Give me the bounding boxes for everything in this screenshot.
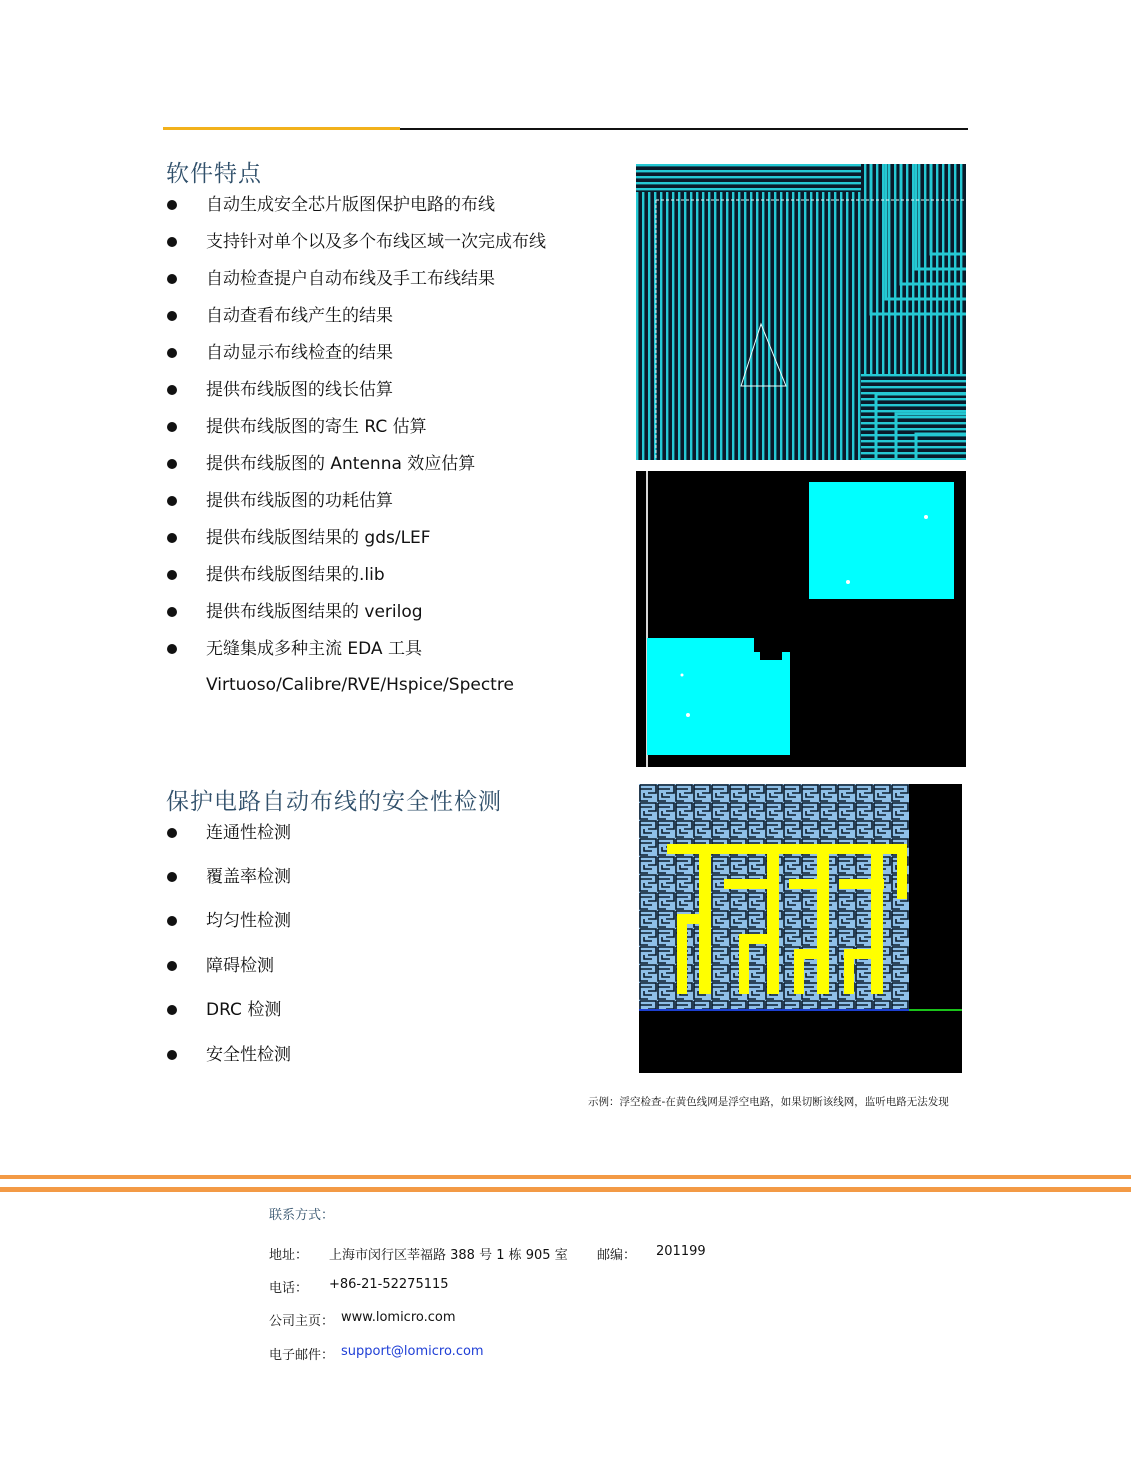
figure-caption: 示例：浮空检查-在黄色线网是浮空电路，如果切断该线网，监听电路无法发现 bbox=[588, 1096, 949, 1108]
phone-label: 电话： bbox=[269, 1281, 309, 1296]
phone-value: +86-21-52275115 bbox=[329, 1277, 449, 1292]
section-title-security: 保护电路自动布线的安全性检测 bbox=[166, 789, 502, 815]
bullet-icon bbox=[167, 828, 177, 838]
address-label: 地址： bbox=[269, 1248, 309, 1263]
bullet-icon bbox=[167, 570, 177, 580]
bullet-icon bbox=[167, 1050, 177, 1060]
bullet-icon bbox=[167, 496, 177, 506]
bullet-icon bbox=[167, 200, 177, 210]
website-link[interactable]: www.lomicro.com bbox=[341, 1310, 456, 1325]
figure-floating-net-check bbox=[639, 784, 962, 1073]
bullet-icon bbox=[167, 1005, 177, 1015]
postcode-label: 邮编： bbox=[597, 1248, 637, 1263]
bullet-icon bbox=[167, 237, 177, 247]
footer-rule-bottom bbox=[0, 1187, 1131, 1192]
bullet-icon bbox=[167, 533, 177, 543]
bullet-icon bbox=[167, 961, 177, 971]
bullet-icon bbox=[167, 348, 177, 358]
postcode-value: 201199 bbox=[656, 1244, 706, 1259]
bullet-icon bbox=[167, 274, 177, 284]
figure-routing-layout-lines bbox=[636, 164, 966, 460]
bullet-icon bbox=[167, 459, 177, 469]
footer-rule-top bbox=[0, 1175, 1131, 1179]
address-value: 上海市闵行区莘福路 388 号 1 栋 905 室 bbox=[329, 1248, 568, 1263]
bullet-icon bbox=[167, 872, 177, 882]
bullet-icon bbox=[167, 607, 177, 617]
section-title-features: 软件特点 bbox=[166, 161, 262, 187]
figure-coverage-blocks bbox=[636, 471, 966, 767]
bullet-icon bbox=[167, 422, 177, 432]
bullet-icon bbox=[167, 311, 177, 321]
email-link[interactable]: support@lomicro.com bbox=[341, 1344, 484, 1359]
bullet-icon bbox=[167, 916, 177, 926]
website-label: 公司主页： bbox=[269, 1314, 335, 1329]
header-rule-accent bbox=[163, 127, 400, 130]
bullet-icon bbox=[167, 644, 177, 654]
bullet-icon bbox=[167, 385, 177, 395]
email-label: 电子邮件： bbox=[269, 1348, 335, 1363]
contact-heading: 联系方式： bbox=[269, 1208, 335, 1223]
